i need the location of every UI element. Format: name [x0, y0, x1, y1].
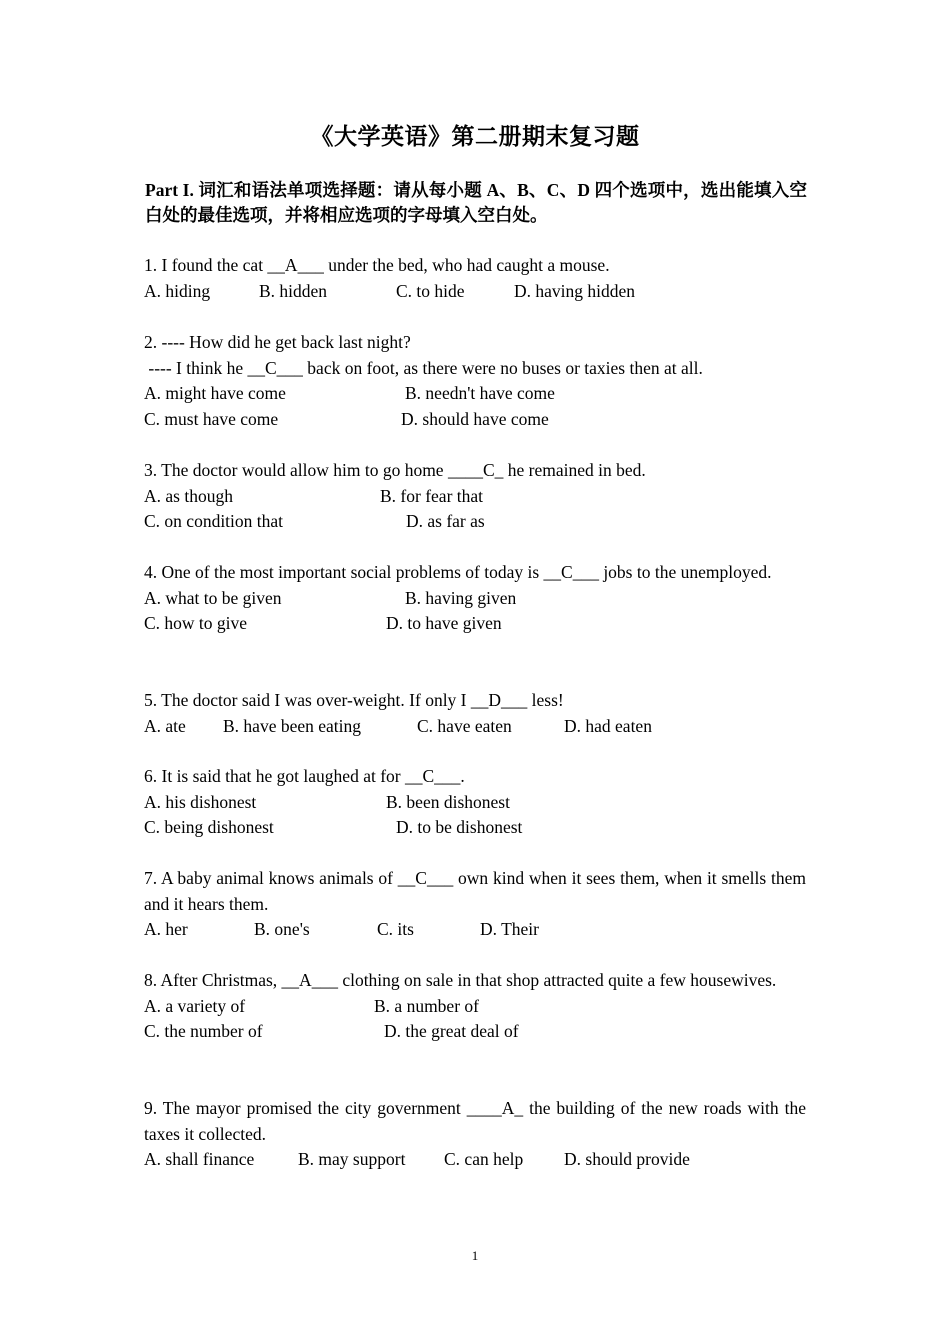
option-d: D. had eaten — [564, 715, 652, 736]
option-a: A. his dishonest — [144, 791, 257, 812]
part1-instruction-text: 词汇和语法单项选择题：请从每小题 A、B、C、D 四个选项中，选出能填入空白处的最佳选项，并将相应选项的字母填入空白处。 — [145, 180, 808, 225]
option-c: C. to hide — [396, 280, 465, 301]
question-stem: 5. The doctor said I was over-weight. If only I __D___ less! — [144, 690, 564, 710]
options-row — [144, 714, 806, 740]
options-row — [144, 509, 806, 535]
options-row — [144, 586, 806, 612]
option-c: C. on condition that — [144, 511, 284, 532]
option-c: C. the number of — [144, 1021, 263, 1042]
question-stem: 6. It is said that he got laughed at for __C___. — [144, 766, 465, 786]
option-b: B. hidden — [259, 280, 328, 301]
option-b: B. may support — [298, 1149, 406, 1170]
question-stem: 7. A baby animal knows animals of __C___ own kind when it sees them, when it smells them and it hears them. — [144, 868, 806, 914]
question-stem: 4. One of the most important social problems of today is __C___ jobs to the unemployed. — [144, 562, 772, 582]
options-row — [144, 381, 806, 407]
option-b: B. a number of — [374, 995, 479, 1016]
question-9 — [144, 1096, 806, 1173]
option-d: D. having hidden — [514, 280, 636, 301]
options-row — [144, 407, 806, 433]
question-8 — [144, 968, 806, 1045]
options-row — [144, 611, 806, 637]
option-a: A. her — [144, 919, 188, 940]
option-d: D. to have given — [386, 613, 502, 634]
question-1 — [144, 253, 806, 304]
option-b: B. have been eating — [223, 715, 362, 736]
option-a: A. what to be given — [144, 587, 282, 608]
option-c: C. have eaten — [417, 715, 512, 736]
question-7 — [144, 866, 806, 943]
option-b: B. been dishonest — [386, 791, 510, 812]
question-4 — [144, 560, 806, 637]
option-c: C. how to give — [144, 613, 248, 634]
option-b: B. needn't have come — [405, 383, 555, 404]
option-a: A. might have come — [144, 383, 286, 404]
option-b: B. one's — [254, 919, 310, 940]
option-c: C. its — [377, 919, 414, 940]
options-row — [144, 815, 806, 841]
options-row — [144, 994, 806, 1020]
option-a: A. hiding — [144, 280, 211, 301]
question-3 — [144, 458, 806, 535]
question-stem: 1. I found the cat __A___ under the bed, who had caught a mouse. — [144, 255, 610, 275]
option-a: A. shall finance — [144, 1149, 255, 1170]
option-c: C. can help — [444, 1149, 524, 1170]
question-stem: 8. After Christmas, __A___ clothing on sale in that shop attracted quite a few housewives. — [144, 970, 777, 990]
question-5 — [144, 688, 806, 739]
option-c: C. must have come — [144, 408, 279, 429]
option-b: B. having given — [405, 587, 517, 608]
options-row — [144, 279, 806, 305]
part1-instructions — [145, 178, 807, 228]
option-d: D. Their — [480, 919, 539, 940]
question-6 — [144, 764, 806, 841]
option-d: D. should provide — [564, 1149, 690, 1170]
option-d: D. the great deal of — [384, 1021, 519, 1042]
options-row — [144, 917, 806, 943]
options-row — [144, 790, 806, 816]
option-a: A. ate — [144, 715, 186, 736]
part1-label: Part I. — [145, 180, 194, 200]
options-row — [144, 1147, 806, 1173]
question-stem: 3. The doctor would allow him to go home ____C_ he remained in bed. — [144, 460, 646, 480]
question-2 — [144, 330, 806, 432]
option-d: D. to be dishonest — [396, 817, 523, 838]
option-d: D. should have come — [401, 408, 549, 429]
question-stem: 9. The mayor promised the city government ____A_ the building of the new roads with the taxes it collected. — [144, 1098, 806, 1144]
question-stem-reply: ---- I think he __C___ back on foot, as there were no buses or taxies then at all. — [144, 357, 703, 378]
page-title: 《大学英语》第二册期末复习题 — [310, 124, 640, 149]
options-row — [144, 1019, 806, 1045]
option-a: A. as though — [144, 485, 233, 506]
option-d: D. as far as — [406, 511, 485, 532]
option-b: B. for fear that — [380, 485, 484, 506]
option-a: A. a variety of — [144, 995, 246, 1016]
page-number: 1 — [471, 1248, 479, 1263]
options-row — [144, 484, 806, 510]
option-c: C. being dishonest — [144, 817, 274, 838]
question-stem: 2. ---- How did he get back last night? — [144, 332, 411, 352]
